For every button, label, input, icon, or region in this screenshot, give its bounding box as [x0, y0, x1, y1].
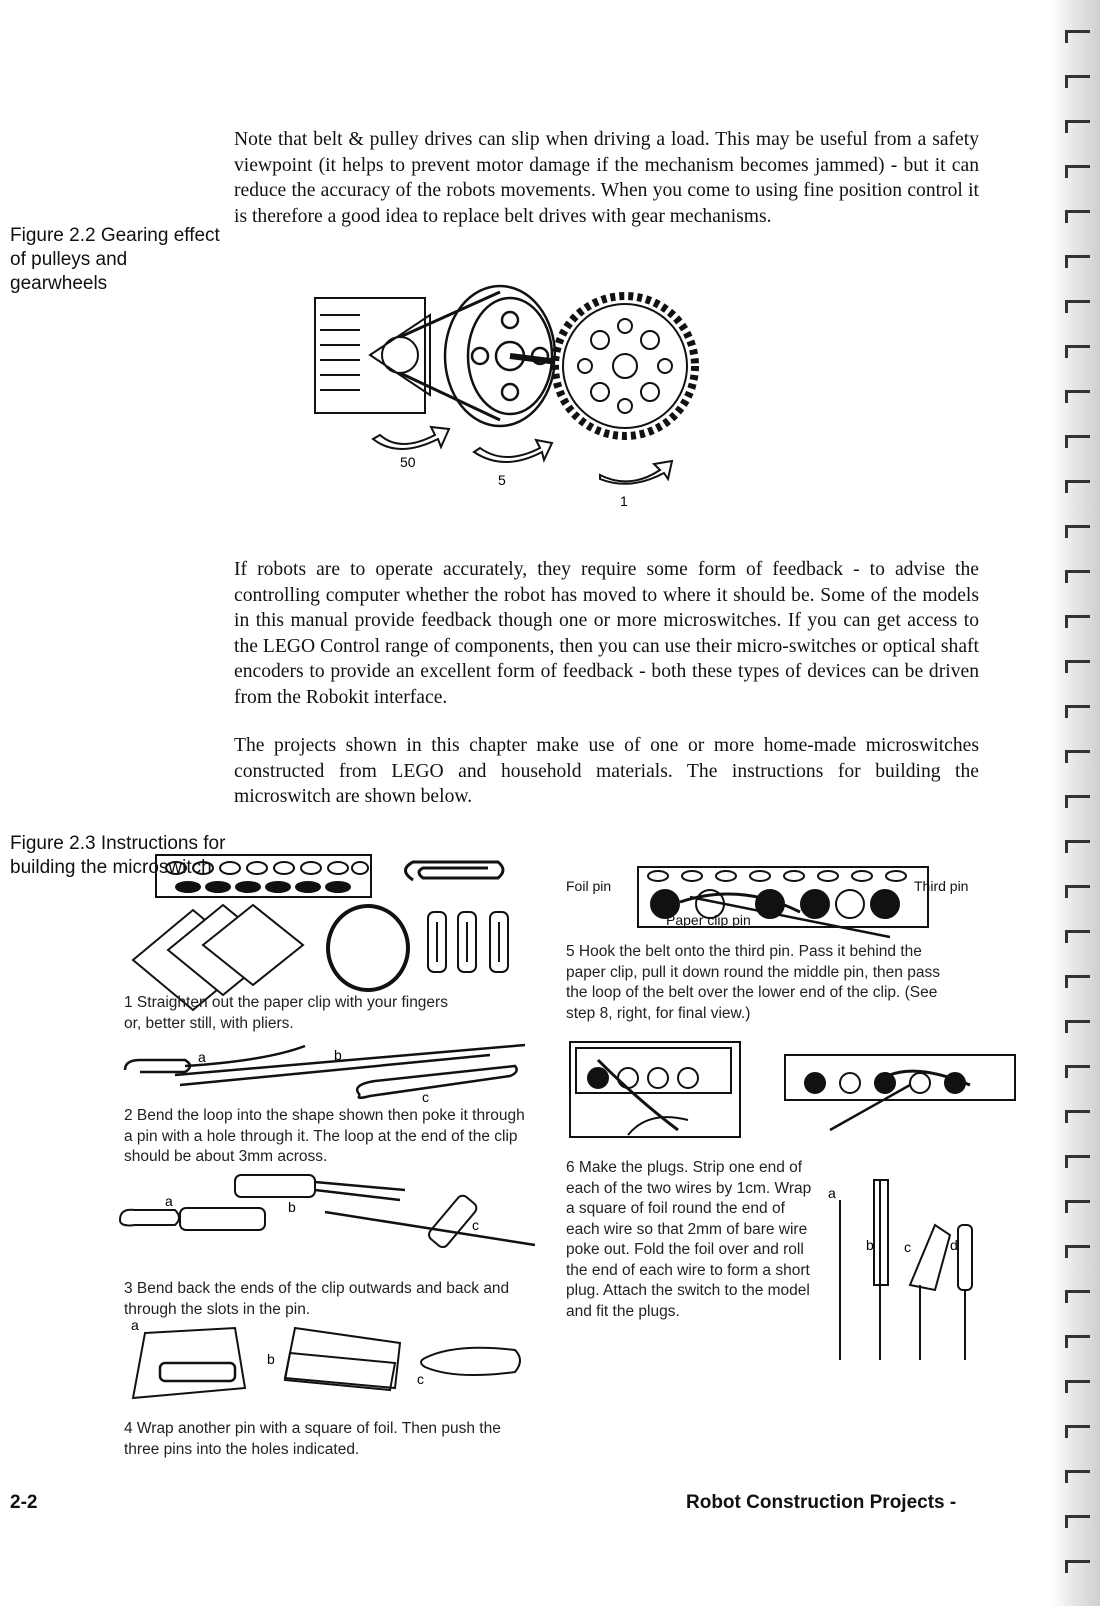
step-2-label-b: b: [334, 1047, 342, 1063]
step-2-text: 2 Bend the loop into the shape shown then poke it through a pin with a hole through it. The loop at the end of the clip should be about 3mm across.: [124, 1107, 525, 1165]
figure-2-2-illustration: [300, 270, 720, 520]
step-7-illustration: [568, 1040, 743, 1140]
step-4-label-a: a: [131, 1317, 139, 1333]
step-1-text: 1 Straighten out the paper clip with your fingers or, better still, with pliers.: [124, 994, 448, 1032]
step-3-label-a: a: [165, 1193, 173, 1209]
step-2-illustration: [120, 1040, 540, 1110]
step-3-label-c: c: [472, 1217, 479, 1233]
figure-2-3-caption: Figure 2.3 Instructions for building the microswitch: [10, 833, 226, 878]
step-4-text: 4 Wrap another pin with a square of foil. Then push the three pins into the holes indicated.: [124, 1420, 501, 1458]
gearwheel: [555, 296, 695, 436]
step-6-illustration: [820, 1170, 1000, 1370]
lego-pins: [428, 912, 508, 972]
paper-clip-pin-label: Paper clip pin: [666, 912, 751, 928]
step-2-label-c: c: [422, 1089, 429, 1105]
large-pulley: [445, 286, 555, 426]
pulley-ratio-label: 5: [498, 472, 506, 488]
step-3-text: 3 Bend back the ends of the clip outwards and back and through the slots in the pin.: [124, 1280, 510, 1318]
step-8-illustration: [780, 1050, 1020, 1135]
step-6-label-a: a: [828, 1185, 836, 1201]
step-6-label-b: b: [866, 1237, 874, 1253]
drive-belt: [370, 292, 500, 420]
paper-clip: [406, 862, 504, 880]
step-3-illustration: [115, 1170, 545, 1270]
foil-plug-c: [421, 1348, 520, 1375]
step-2-label-a: a: [198, 1049, 206, 1065]
step-4-label-c: c: [417, 1371, 424, 1387]
rubber-belt: [328, 906, 408, 990]
foil-pin-label: Foil pin: [566, 878, 612, 894]
beam-holes: [166, 862, 368, 892]
projects-paragraph: The projects shown in this chapter make use of one or more home-made microswitches constructed from LEGO and household materials. The instructions for building the microswitch are shown below.: [234, 735, 979, 807]
step-4-illustration: [125, 1318, 545, 1413]
page-number: 2-2: [10, 1492, 38, 1513]
third-pin-label: Third pin: [914, 878, 969, 894]
step-6-label-c: c: [904, 1239, 911, 1255]
motor-ratio-label: 50: [400, 454, 416, 470]
feedback-paragraph: If robots are to operate accurately, they require some form of feedback - to advise the controlling computer whether the robot has moved to where it should be. Some of the models in this manual provide feedback though one or more microswitches. If you can get access to the LEGO Control range of components, then you can use their micro-switches or optical shaft encoders to provide an excellent form of feedback - both these types of devices can be driven from the Robokit interface.: [234, 559, 979, 708]
step-3-label-b: b: [288, 1199, 296, 1215]
step-5-text: 5 Hook the belt onto the third pin. Pass it behind the paper clip, pull it down round the middle pin, then pass the loop of the belt over the lower end of the clip. (See step 8, right, for final view.): [566, 943, 940, 1022]
figure-2-2-caption: Figure 2.2 Gearing effect of pulleys and gearwheels: [10, 225, 220, 294]
intro-paragraph: Note that belt & pulley drives can slip when driving a load. This may be useful from a safety viewpoint (it helps to prevent motor damage if the mechanism becomes jammed) - but it can reduce the accuracy of the robots movements. When you come to using fine position control it is therefore a good idea to replace belt drives with gear mechanisms.: [234, 129, 979, 227]
gear-ratio-label: 1: [620, 493, 628, 509]
step-4-label-b: b: [267, 1351, 275, 1367]
book-title: Robot Construction Projects -: [686, 1492, 957, 1513]
step-6-label-d: d: [950, 1237, 958, 1253]
step-6-text: 6 Make the plugs. Strip one end of each of the two wires by 1cm. Wrap a square of foil round the end of each wire so that 2mm of bare wire poke out. Fold the foil over and roll the end of each wire to form a short plug. Attach the switch to the model and fit the plugs.: [566, 1159, 812, 1320]
